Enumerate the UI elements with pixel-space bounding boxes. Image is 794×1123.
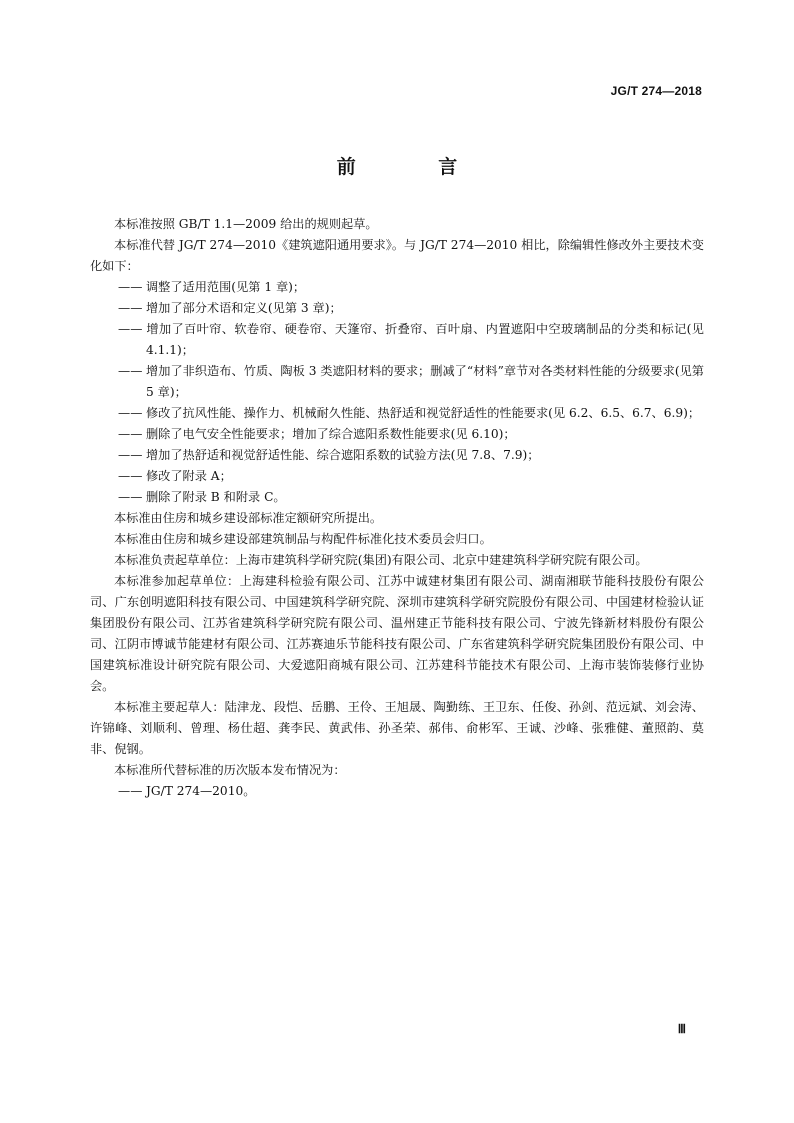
paragraph: 本标准主要起草人：陆津龙、段恺、岳鹏、王伶、王旭晟、陶勤练、王卫东、任俊、孙剑、范远斌、刘会涛、许锦峰、刘顺利、曾理、杨仕超、龚李民、黄武伟、孙圣荣、郝伟、俞彬军、王诚、沙峰、张雅健、董照韵、莫非、倪钢。	[90, 700, 704, 756]
list-item	[90, 298, 704, 319]
list-item-text: JG/T 274—2010。	[146, 784, 256, 798]
list-item	[90, 361, 704, 403]
dash-marker: ——	[118, 469, 143, 483]
dash-marker: ——	[118, 406, 143, 420]
list-item-text: 增加了百叶帘、软卷帘、硬卷帘、天篷帘、折叠帘、百叶扇、内置遮阳中空玻璃制品的分类和标记(见 4.1.1)；	[146, 322, 704, 357]
paragraph: 本标准按照 GB/T 1.1—2009 给出的规则起草。	[114, 217, 378, 231]
paragraph: 本标准代替 JG/T 274—2010《建筑遮阳通用要求》。与 JG/T 274—2010 相比，除编辑性修改外主要技术变化如下：	[90, 238, 704, 273]
dash-marker: ——	[118, 784, 143, 798]
list-item	[90, 445, 704, 466]
list-item-text: 增加了热舒适和视觉舒适性能、综合遮阳系数的试验方法(见 7.8、7.9)；	[146, 448, 540, 462]
standard-number: JG/T 274—2018	[610, 84, 702, 98]
dash-marker: ——	[118, 322, 143, 336]
list-item-text: 调整了适用范围(见第 1 章)；	[146, 280, 306, 294]
dash-marker: ——	[118, 427, 143, 441]
list-item	[90, 487, 704, 508]
list-item-text: 删除了附录 B 和附录 C。	[146, 490, 286, 504]
page-title: 前 言	[336, 156, 496, 178]
paragraph: 本标准所代替标准的历次版本发布情况为：	[114, 763, 346, 777]
paragraph: 本标准负责起草单位：上海市建筑科学研究院(集团)有限公司、北京中建建筑科学研究院有限公司。	[114, 553, 648, 567]
paragraph: 本标准参加起草单位：上海建科检验有限公司、江苏中诚建材集团有限公司、湖南湘联节能科技股份有限公司、广东创明遮阳科技有限公司、中国建筑科学研究院、深圳市建筑科学研究院股份有限公司、中国建材检验认证集团股份有限公司、江苏省建筑科学研究院有限公司、温州建正节能科技有限公司、宁波先锋新材料股份有限公司、江阴市博诚节能建材有限公司、江苏赛迪乐节能科技有限公司、广东省建筑科学研究院集团股份有限公司、中国建筑标准设计研究院有限公司、大爱遮阳商城有限公司、江苏建科节能技术有限公司、上海市装饰装修行业协会。	[90, 574, 704, 693]
dash-marker: ——	[118, 280, 143, 294]
list-item	[90, 466, 704, 487]
list-item-text: 删除了电气安全性能要求；增加了综合遮阳系数性能要求(见 6.10)；	[146, 427, 516, 441]
dash-marker: ——	[118, 448, 143, 462]
list-item-text: 增加了部分术语和定义(见第 3 章)；	[146, 301, 342, 315]
document-body	[90, 214, 704, 802]
list-item	[90, 403, 704, 424]
dash-marker: ——	[118, 364, 143, 378]
list-item	[90, 424, 704, 445]
list-item	[90, 781, 704, 802]
page-number: Ⅲ	[677, 1022, 686, 1036]
list-item-text: 修改了抗风性能、操作力、机械耐久性能、热舒适和视觉舒适性的性能要求(见 6.2、6.5、6.7、6.9)；	[146, 406, 701, 420]
paragraph: 本标准由住房和城乡建设部建筑制品与构配件标准化技术委员会归口。	[114, 532, 492, 546]
list-item	[90, 277, 704, 298]
list-item	[90, 319, 704, 361]
list-item-text: 增加了非织造布、竹质、陶板 3 类遮阳材料的要求；删减了“材料”章节对各类材料性能的分级要求(见第 5 章)；	[146, 364, 704, 399]
paragraph: 本标准由住房和城乡建设部标准定额研究所提出。	[114, 511, 383, 525]
dash-marker: ——	[118, 490, 143, 504]
list-item-text: 修改了附录 A；	[146, 469, 232, 483]
dash-marker: ——	[118, 301, 143, 315]
